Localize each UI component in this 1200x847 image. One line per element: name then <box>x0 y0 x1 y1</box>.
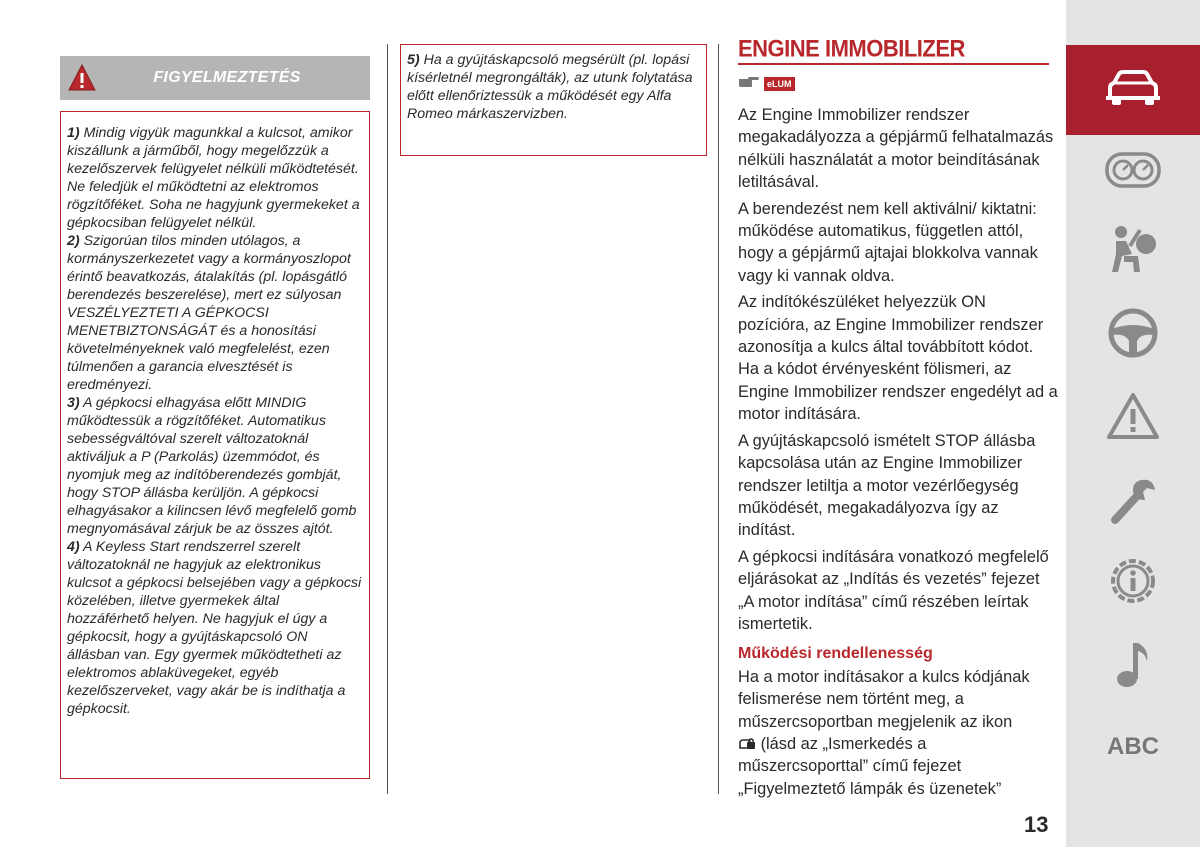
page-number: 13 <box>1024 812 1049 837</box>
version-indicator <box>738 74 795 93</box>
body-paragraph: Az indítókészüléket helyezzük ON pozícióra, az Engine Immobilizer rendszer azonosítja a kulcs által továbbított kódot. Ha a kódot érvényesként fölismeri, az Engine Immobilizer rendszer engedélyt ad a motor indítására. <box>738 293 1058 424</box>
title-rule <box>738 63 1049 65</box>
section-body <box>738 104 1058 804</box>
column-divider <box>387 44 388 794</box>
music-note-icon <box>1111 639 1155 696</box>
warning-item: 4) A Keyless Start rendszerrel szerelt változatoknál ne hagyjuk az elektronikus kulcsot a gépkocsi belsejében vagy a gépkocsi közelében, illetve gyermekek által hozzáférhető helyen. Ne hagyjuk el úgy a gépkocsit, hogy a gyújtáskapcsoló ON állásban van. Egy gyermek működtetheti az elektromos ablaküvegeket, egyéb kezelőszerveket, vagy akár be is indíthatja a gépkocsit. <box>67 539 362 717</box>
chapter-sidebar <box>1066 0 1200 847</box>
airbag-icon <box>1106 224 1160 283</box>
sidebar-item-dashboard[interactable] <box>1066 127 1200 217</box>
car-icon <box>1102 68 1164 113</box>
body-paragraph: A berendezést nem kell aktiválni/ kiktatni: működése automatikus, független attól, hogy a gépjármű ajtajai blokkolva vannak vagy ki vannak oldva. <box>738 199 1038 285</box>
section-title: ENGINE IMMOBILIZER <box>738 34 965 62</box>
sidebar-item-index[interactable] <box>1066 702 1200 792</box>
warning-triangle-icon <box>60 56 104 100</box>
warning-title: FIGYELMEZTETÉS <box>153 69 301 86</box>
body-paragraph: Ha a motor indításakor a kulcs kódjának felismerése nem történt meg, a műszercsoportban megjelenik az ikon (lásd az „Ismerkedés a műszercsoporttal” című fejezet „Figyelmeztető lámpák és üzenetek” <box>738 667 1030 798</box>
sidebar-item-safety[interactable] <box>1066 208 1200 298</box>
sidebar-item-technical[interactable] <box>1066 538 1200 628</box>
hand-pointer-icon <box>738 74 760 93</box>
sidebar-item-driving[interactable] <box>1066 290 1200 380</box>
sidebar-item-multimedia[interactable] <box>1066 622 1200 712</box>
steering-wheel-icon <box>1107 307 1159 364</box>
immobilizer-lock-icon <box>738 735 761 753</box>
sub-heading: Működési rendellenesség <box>738 645 933 663</box>
dashboard-icon <box>1105 152 1161 193</box>
warning-triangle-icon <box>1106 392 1160 445</box>
body-paragraph: Az Engine Immobilizer rendszer megakadályozza a gépjármű felhatalmazás nélküli használatát a motor beindításának letiltásával. <box>738 106 1054 192</box>
body-paragraph: A gépkocsi indítására vonatkozó megfelelő eljárásokat az „Indítás és vezetés” fejezet „A motor indítása” című részében leírtak ismertetik. <box>738 547 1049 633</box>
sidebar-item-maintenance[interactable] <box>1066 457 1200 547</box>
gear-info-icon <box>1106 554 1160 613</box>
warning-item: 3) A gépkocsi elhagyása előtt MINDIG működtessük a rögzítőféket. Automatikus sebességváltóval szerelt változatoknál aktiváljuk a P (Parkolás) üzemmódot, és nyomjuk meg az indítóberendezés gombját, hogy STOP állásba kerüljön. A gépkocsi elhagyásakor a kilincsen lévő megfelelő gomb megnyomásával zárjuk be az összes ajtót. <box>67 395 357 537</box>
warning-item: 1) Mindig vigyük magunkkal a kulcsot, amikor kiszállunk a járműből, hogy megelőzzük a kezelőszervek felügyelet nélküli működtetését. Ne feledjük el működtetni az elektromos rögzítőféket. Soha ne hagyjunk gyermekeket a gépkocsiban felügyelet nélkül. <box>67 125 360 231</box>
column-divider <box>718 44 719 794</box>
warning-header <box>60 56 370 100</box>
body-paragraph: A gyújtáskapcsoló ismételt STOP állásba kapcsolása után az Engine Immobilizer rendszer letiltja a motor vezérlőegység működését, megakadályozva így az indítást. <box>738 431 1036 540</box>
sidebar-item-warnings[interactable] <box>1066 373 1200 463</box>
wrench-icon <box>1107 474 1159 531</box>
warning-item: 5) Ha a gyújtáskapcsoló megsérült (pl. lopási kísérletnél megrongálták), az utunk folytatása előtt ellenőriztessük a működését egy Alfa Romeo márkaszervizben. <box>407 52 693 122</box>
abc-index: ABC <box>1107 733 1159 760</box>
sidebar-item-car[interactable] <box>1066 45 1200 135</box>
warning-box-continued <box>400 44 707 156</box>
elum-badge: eLUM <box>764 77 795 91</box>
warning-item: 2) Szigorúan tilos minden utólagos, a kormányszerkezetet vagy a kormányoszlopot érintő beavatkozás, átalakítás (pl. lopásgátló berendezés beszerelése), mert ez súlyosan VESZÉLYEZTETI A GÉPKOCSI MENETBIZTONSÁGÁT és a honosítási követelményeknek való megfelelést, ezen túlmenően a garancia elvesztését is eredményezi. <box>67 233 351 393</box>
warning-box <box>60 111 370 779</box>
